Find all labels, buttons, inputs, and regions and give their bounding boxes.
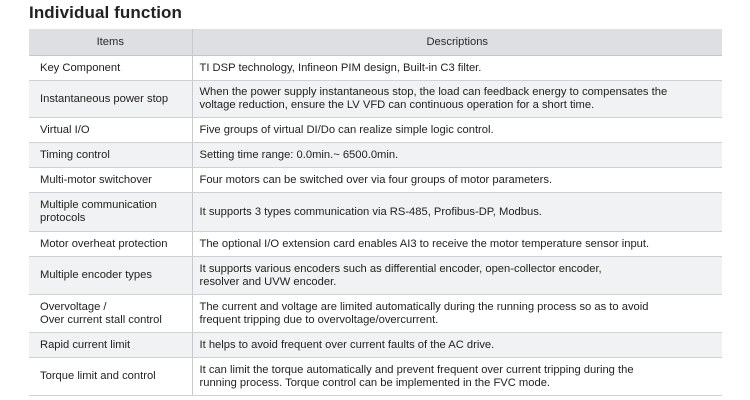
- description-cell: Five groups of virtual DI/Do can realize simple logic control.: [192, 118, 722, 143]
- table-row: [29, 333, 722, 358]
- description-cell: When the power supply instantaneous stop, the load can feedback energy to compensates the voltage reduction, ensure the LV VFD can continuous operation for a short time.: [192, 81, 722, 118]
- table-row: [29, 143, 722, 168]
- description-cell: The optional I/O extension card enables AI3 to receive the motor temperature sensor input.: [192, 232, 722, 257]
- description-cell: It can limit the torque automatically and prevent frequent over current tripping during the running process. Torque control can be implemented in the FVC mode.: [192, 358, 722, 396]
- description-cell: Setting time range: 0.0min.~ 6500.0min.: [192, 143, 722, 168]
- function-table: [29, 29, 722, 396]
- item-cell: Overvoltage / Over current stall control: [29, 295, 192, 333]
- item-cell: Rapid current limit: [29, 333, 192, 358]
- description-cell: It supports various encoders such as differential encoder, open-collector encoder, resolver and UVW encoder.: [192, 257, 722, 295]
- item-cell: Virtual I/O: [29, 118, 192, 143]
- table-row: [29, 232, 722, 257]
- table-row: [29, 358, 722, 396]
- description-cell: It supports 3 types communication via RS-485, Profibus-DP, Modbus.: [192, 193, 722, 232]
- column-header-descriptions: Descriptions: [192, 29, 722, 56]
- description-cell: Four motors can be switched over via four groups of motor parameters.: [192, 168, 722, 193]
- table-row: [29, 295, 722, 333]
- item-cell: Multi-motor switchover: [29, 168, 192, 193]
- item-cell: Motor overheat protection: [29, 232, 192, 257]
- table-row: [29, 81, 722, 118]
- column-header-items: Items: [29, 29, 192, 56]
- item-cell: Key Component: [29, 56, 192, 81]
- item-cell: Multiple communication protocols: [29, 193, 192, 232]
- description-cell: TI DSP technology, Infineon PIM design, Built-in C3 filter.: [192, 56, 722, 81]
- table-header-row: [29, 29, 722, 56]
- table-row: [29, 56, 722, 81]
- page-title: Individual function: [29, 3, 182, 22]
- item-cell: Instantaneous power stop: [29, 81, 192, 118]
- table-row: [29, 168, 722, 193]
- description-cell: The current and voltage are limited automatically during the running process so as to avoid frequent tripping due to overvoltage/overcurrent.: [192, 295, 722, 333]
- item-cell: Timing control: [29, 143, 192, 168]
- description-cell: It helps to avoid frequent over current faults of the AC drive.: [192, 333, 722, 358]
- table-row: [29, 257, 722, 295]
- item-cell: Torque limit and control: [29, 358, 192, 396]
- item-cell: Multiple encoder types: [29, 257, 192, 295]
- table-row: [29, 193, 722, 232]
- table-row: [29, 118, 722, 143]
